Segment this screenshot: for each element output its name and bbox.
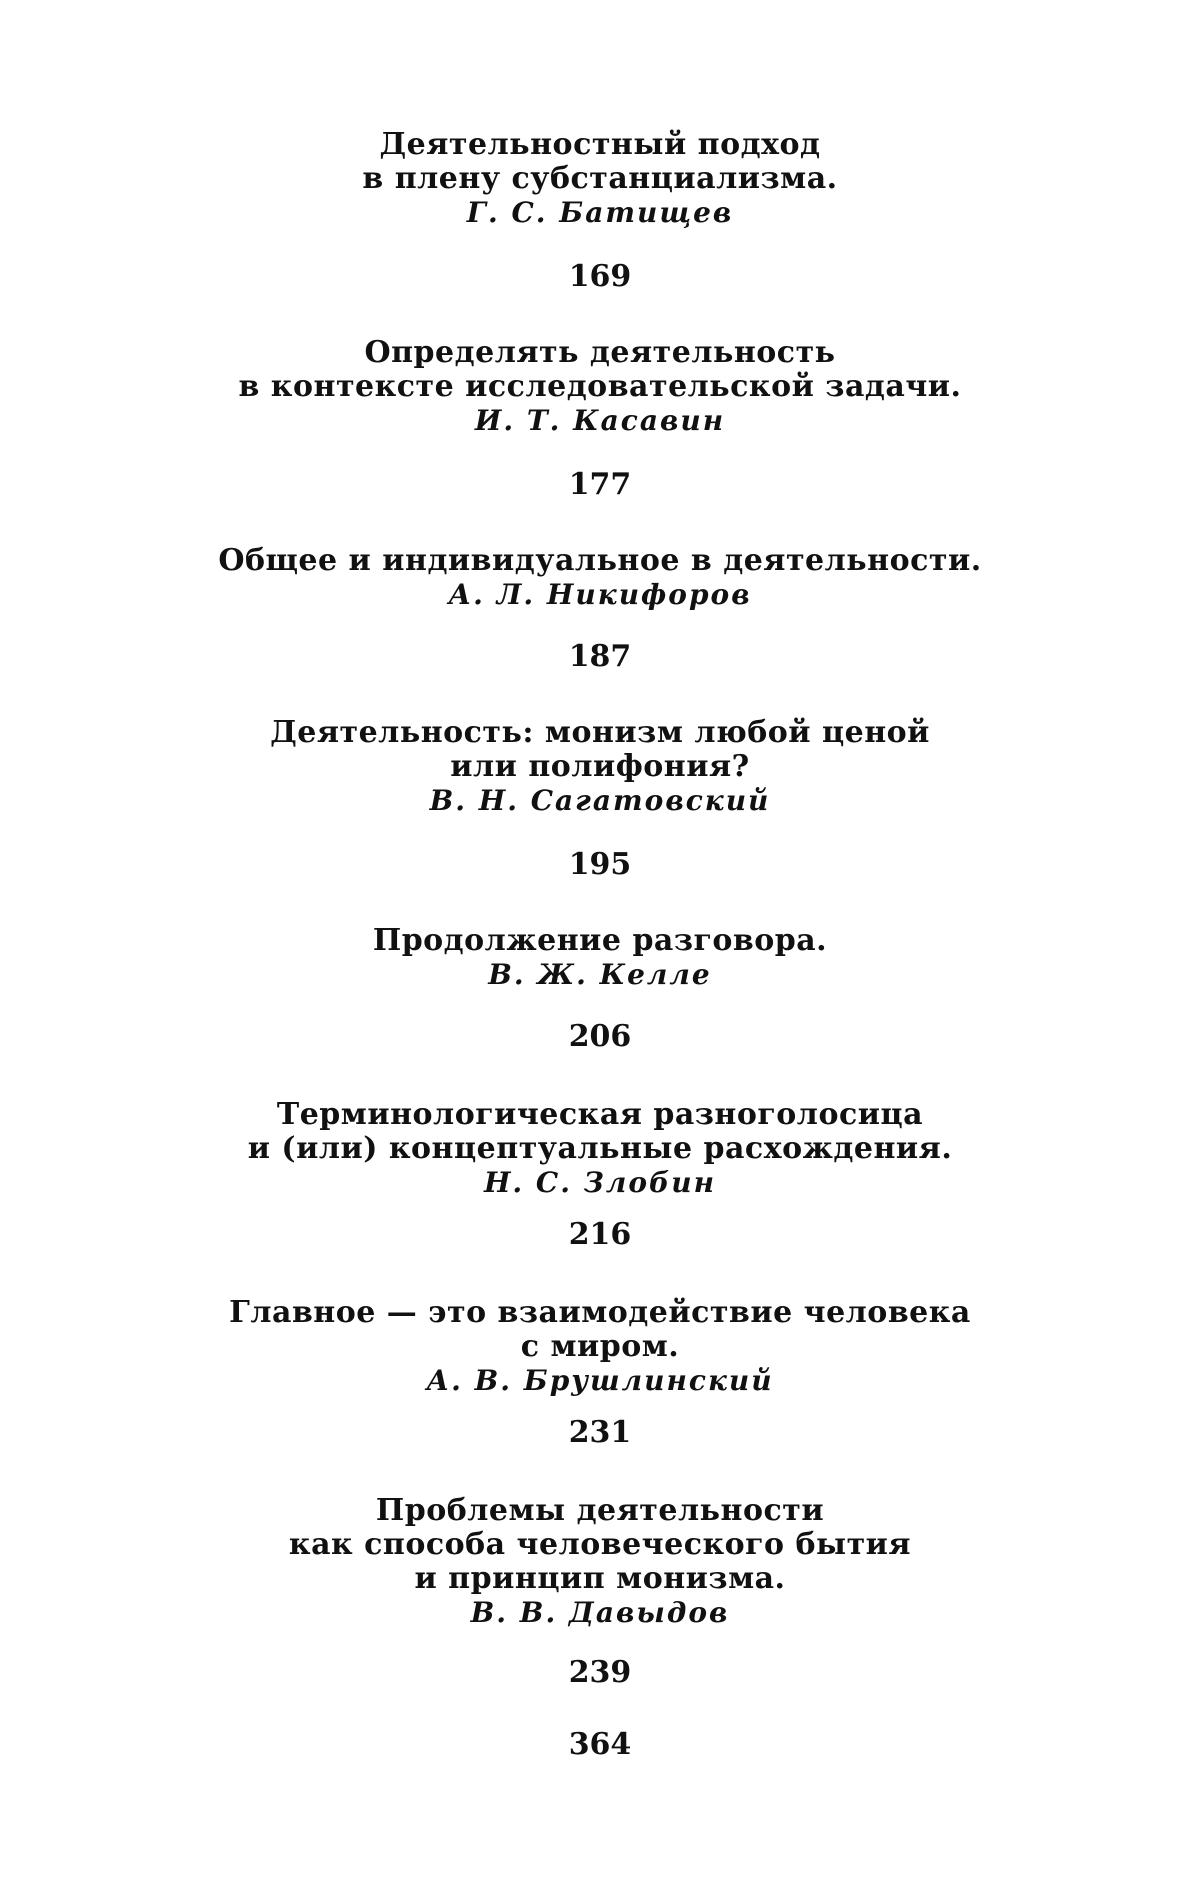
entry-title-line: и принцип монизма.	[414, 1561, 786, 1596]
entry-title-line: Терминологическая разноголосица	[276, 1097, 924, 1132]
entry-page-number: 206	[568, 1019, 632, 1054]
entry-page-number: 231	[568, 1415, 632, 1450]
entry-title-line: Общее и индивидуальное в деятельности.	[218, 543, 982, 578]
toc-entry	[0, 1296, 1200, 1398]
entry-author: А. Л. Никифоров	[448, 578, 752, 611]
entry-title-line: Проблемы деятельности	[375, 1493, 825, 1528]
entry-title-line: с миром.	[520, 1329, 680, 1364]
entry-title-line: как способа человеческого бытия	[288, 1527, 912, 1562]
entry-title-line: в контексте исследовательской задачи.	[238, 369, 962, 404]
entry-title-line: и (или) концептуальные расхождения.	[247, 1131, 953, 1166]
toc-entry	[0, 1494, 1200, 1630]
entry-author: И. Т. Касавин	[474, 404, 726, 437]
entry-title-line: в плену субстанциализма.	[362, 161, 838, 196]
entry-author: Г. С. Батищев	[466, 196, 734, 229]
entry-page-number: 195	[568, 847, 632, 882]
entry-title-line: Определять деятельность	[364, 335, 836, 370]
entry-title-line: Главное — это взаимодействие человека	[229, 1295, 971, 1330]
entry-title-line: Деятельностный подход	[379, 127, 821, 162]
entry-author: Н. С. Злобин	[483, 1166, 717, 1199]
entry-author: В. Н. Сагатовский	[429, 784, 771, 817]
toc-entry	[0, 128, 1200, 230]
toc-entry	[0, 1098, 1200, 1200]
entry-title-line: Деятельность: монизм любой ценой	[270, 715, 930, 750]
entry-page-number: 239	[568, 1655, 632, 1690]
toc-entry	[0, 544, 1200, 612]
folio-page-number: 364	[568, 1727, 632, 1762]
toc-entry	[0, 336, 1200, 438]
entry-title-line: Продолжение разговора.	[372, 923, 828, 958]
entry-page-number: 177	[568, 467, 632, 502]
toc-entry	[0, 924, 1200, 992]
entry-page-number: 216	[568, 1217, 632, 1252]
entry-author: В. Ж. Келле	[488, 958, 712, 991]
entry-author: В. В. Давыдов	[470, 1596, 730, 1629]
toc-entry	[0, 716, 1200, 818]
entry-page-number: 187	[568, 639, 632, 674]
entry-page-number: 169	[568, 259, 632, 294]
entry-author: А. В. Брушлинский	[426, 1364, 774, 1397]
entry-title-line: или полифония?	[450, 749, 750, 784]
